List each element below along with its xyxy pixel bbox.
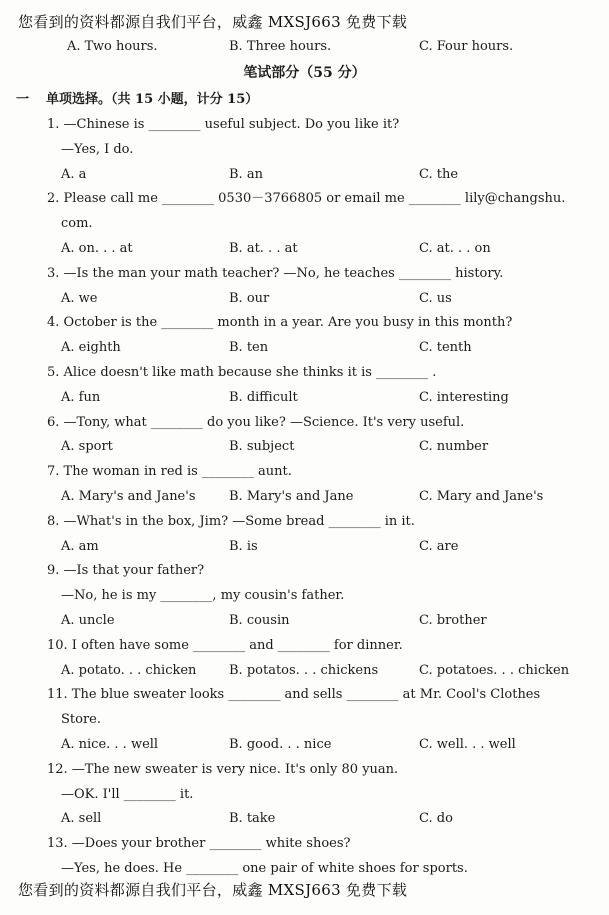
option-a: A. fun (61, 389, 101, 405)
option-c: C. brother (419, 613, 487, 628)
option-c: C. do (419, 811, 453, 827)
option-a: A. on. . . at (61, 241, 133, 256)
option-c: C. are (419, 538, 459, 554)
option-c: C. Four hours. (419, 39, 514, 54)
option-c: C. at. . . on (419, 241, 491, 256)
option-a: A. potato. . . chicken (61, 662, 197, 678)
option-b: B. Mary's and Jane (229, 489, 354, 504)
question-text-cont: Store. (61, 712, 101, 728)
option-a: A. sport (61, 439, 113, 455)
option-a: A. sell (61, 811, 102, 827)
option-b: B. subject (229, 439, 295, 455)
section-number: 一 (16, 92, 30, 107)
section-title: 单项选择。（共 15 小题，计分 15） (46, 92, 259, 107)
question-text-cont: —Yes, I do. (61, 141, 134, 157)
option-c: C. well. . . well (419, 737, 516, 752)
question-text: 4. October is the ________ month in a year. Are you busy in this month? (47, 315, 513, 331)
option-b: B. our (229, 290, 270, 306)
option-a: A. Mary's and Jane's (61, 489, 196, 504)
option-c: C. potatoes. . . chicken (419, 662, 570, 678)
question-text-cont: —Yes, he does. He ________ one pair of white shoes for sports. (61, 861, 468, 876)
question-text-cont: —OK. I'll ________ it. (61, 786, 194, 802)
option-b: B. cousin (229, 613, 290, 628)
option-b: B. is (229, 538, 258, 554)
question-text: 5. Alice doesn't like math because she thinks it is ________ . (47, 365, 437, 380)
option-c: C. the (419, 166, 459, 182)
option-a: A. a (61, 166, 87, 182)
option-b: B. take (229, 811, 276, 827)
written-section-title: 笔试部分（55 分） (243, 65, 366, 81)
option-b: B. at. . . at (229, 241, 298, 256)
question-text: 13. —Does your brother ________ white shoes? (47, 836, 351, 852)
option-b: B. ten (229, 340, 269, 356)
option-c: C. interesting (419, 389, 509, 405)
question-text: 11. The blue sweater looks ________ and sells ________ at Mr. Cool's Clothes (47, 687, 541, 703)
watermark-bottom: 您看到的资料都源自我们平台，威鑫 MXSJ663 免费下载 (18, 881, 408, 899)
option-a: A. nice. . . well (61, 737, 159, 752)
question-text: 10. I often have some ________ and ________ for dinner. (47, 637, 403, 653)
option-a: A. eighth (61, 340, 121, 356)
question-text: 1. —Chinese is ________ useful subject. Do you like it? (47, 117, 400, 132)
watermark-top: 您看到的资料都源自我们平台，威鑫 MXSJ663 免费下载 (18, 13, 408, 31)
question-text: 6. —Tony, what ________ do you like? —Science. It's very useful. (47, 414, 465, 430)
question-text: 9. —Is that your father? (47, 563, 205, 579)
question-text: 2. Please call me ________ 0530－3766805 or email me ________ lily@changshu. (47, 191, 566, 207)
question-text: 8. —What's in the box, Jim? —Some bread ________ in it. (47, 513, 415, 529)
option-a: A. uncle (61, 613, 115, 628)
option-c: C. us (419, 290, 452, 306)
option-a: A. we (61, 290, 98, 306)
option-b: B. good. . . nice (229, 737, 332, 752)
option-b: B. Three hours. (229, 39, 332, 54)
option-c: C. Mary and Jane's (419, 489, 544, 504)
option-b: B. an (229, 166, 263, 182)
question-text-cont: com. (61, 216, 93, 232)
question-text: 7. The woman in red is ________ aunt. (47, 464, 292, 480)
option-b: B. potatos. . . chickens (229, 662, 379, 678)
option-c: C. number (419, 439, 489, 455)
option-b: B. difficult (229, 389, 298, 405)
option-c: C. tenth (419, 340, 472, 356)
option-a: A. Two hours. (67, 39, 158, 54)
question-text: 12. —The new sweater is very nice. It's only 80 yuan. (47, 761, 399, 777)
question-text: 3. —Is the man your math teacher? —No, he teaches ________ history. (47, 265, 504, 281)
option-a: A. am (61, 538, 99, 554)
question-text-cont: —No, he is my ________, my cousin's father. (61, 588, 345, 604)
